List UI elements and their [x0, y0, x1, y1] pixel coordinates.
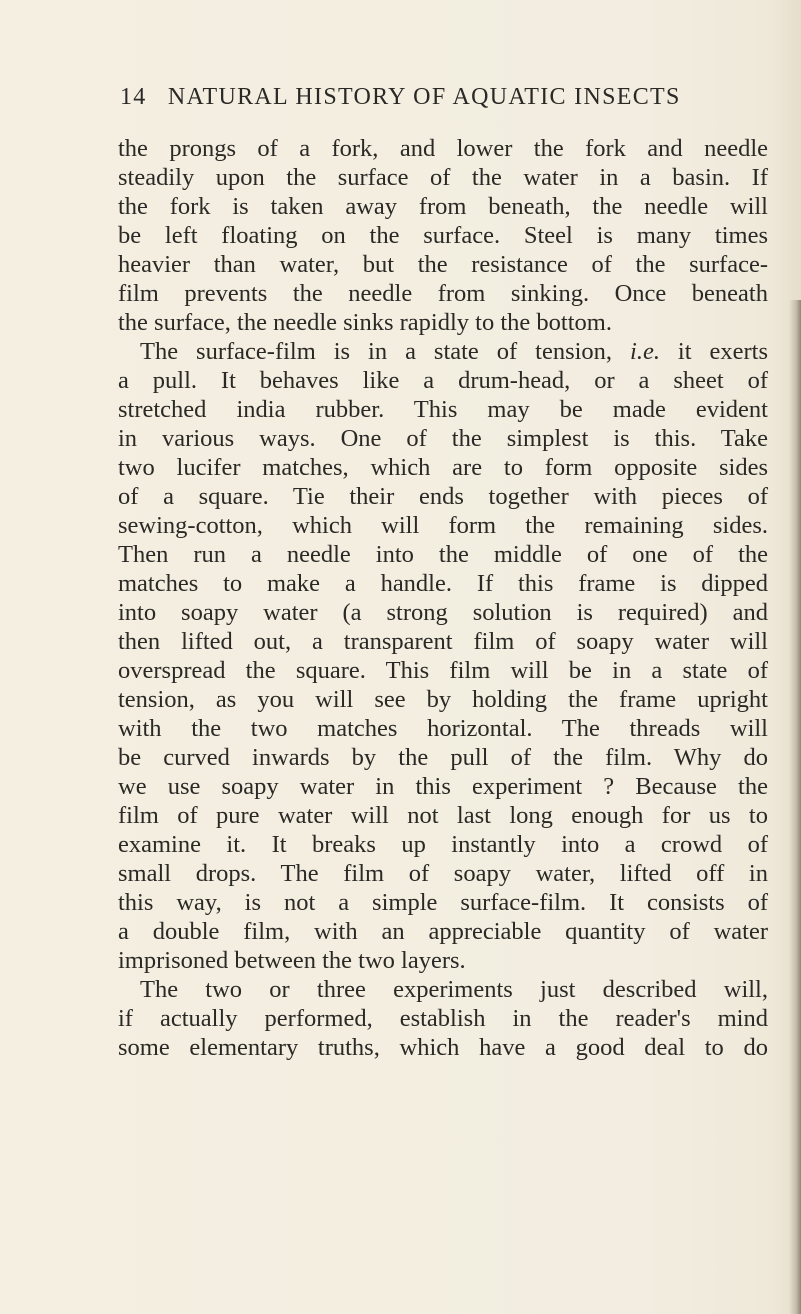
page-number: 14: [120, 84, 147, 110]
text-line: in various ways. One of the simplest is this. Take: [118, 425, 768, 452]
text-line: a pull. It behaves like a drum-head, or a sheet of: [118, 367, 768, 394]
text-line: this way, is not a simple surface-film. It consists of: [118, 889, 768, 916]
text-line: a double film, with an appreciable quantity of water: [118, 918, 768, 945]
text-line: matches to make a handle. If this frame is dipped: [118, 570, 768, 597]
running-title: NATURAL HISTORY OF AQUATIC INSECTS: [167, 84, 681, 110]
text-line: two lucifer matches, which are to form opposite sides: [118, 454, 768, 481]
text-line: examine it. It breaks up instantly into a crowd of: [118, 831, 768, 858]
text-line: we use soapy water in this experiment ? Because the: [118, 773, 768, 800]
text-line: film of pure water will not last long enough for us to: [118, 802, 768, 829]
text-line: The two or three experiments just described will,: [140, 976, 768, 1003]
text-line: into soapy water (a strong solution is required) and: [118, 599, 768, 626]
text-line: overspread the square. This film will be in a state of: [118, 657, 768, 684]
text-line-ie: The surface-film is in a state of tension, i.e. it exerts: [140, 338, 768, 365]
text-line: the fork is taken away from beneath, the needle will: [118, 193, 768, 220]
italic-abbreviation: i.e.: [630, 338, 660, 365]
page-edge-shadow: [789, 300, 801, 1314]
text-line: the prongs of a fork, and lower the fork and needle: [118, 135, 768, 162]
text-line: Then run a needle into the middle of one of the: [118, 541, 768, 568]
text-line: of a square. Tie their ends together with pieces of: [118, 483, 768, 510]
body-text: [118, 134, 768, 1062]
text-line: then lifted out, a transparent film of soapy water will: [118, 628, 768, 655]
text-line: the surface, the needle sinks rapidly to the bottom.: [118, 309, 612, 336]
running-header: [120, 84, 681, 111]
text-line: heavier than water, but the resistance of the surface-: [118, 251, 768, 278]
text-line: with the two matches horizontal. The threads will: [118, 715, 768, 742]
text-line: be curved inwards by the pull of the film. Why do: [118, 744, 768, 771]
text-line: film prevents the needle from sinking. Once beneath: [118, 280, 768, 307]
text-line: sewing-cotton, which will form the remaining sides.: [118, 512, 768, 539]
text-line: imprisoned between the two layers.: [118, 947, 466, 974]
text-line: steadily upon the surface of the water in a basin. If: [118, 164, 768, 191]
text-line: if actually performed, establish in the reader's mind: [118, 1005, 768, 1032]
text-line: stretched india rubber. This may be made evident: [118, 396, 768, 423]
text-line: tension, as you will see by holding the frame upright: [118, 686, 768, 713]
text-line: be left floating on the surface. Steel is many times: [118, 222, 768, 249]
text-line: some elementary truths, which have a good deal to do: [118, 1034, 768, 1061]
text-line: small drops. The film of soapy water, lifted off in: [118, 860, 768, 887]
